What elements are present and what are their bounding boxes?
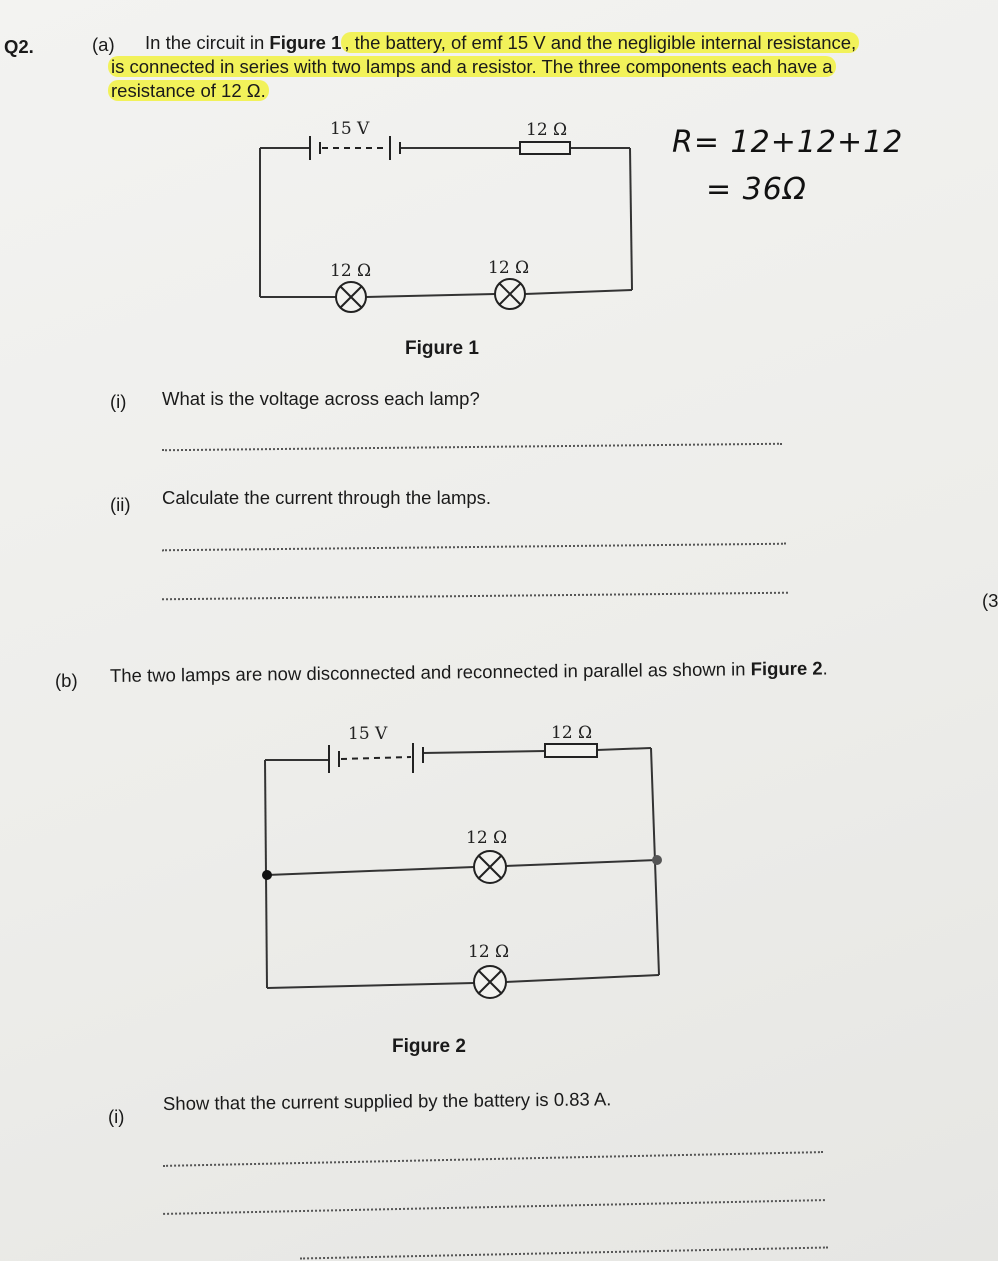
answer-line[interactable]	[162, 543, 786, 552]
wire	[506, 860, 657, 866]
lamp-icon	[495, 279, 525, 309]
answer-line[interactable]	[163, 1151, 823, 1167]
part-a-line3: resistance of 12 Ω.	[108, 80, 269, 102]
figure2-lamp2-label: 12 Ω	[468, 942, 510, 962]
figure1-caption: Figure 1	[405, 338, 479, 359]
lamp-icon	[474, 966, 506, 998]
question-a-i-label: (i)	[110, 391, 127, 412]
wire	[267, 983, 474, 988]
answer-line[interactable]	[300, 1246, 828, 1259]
part-a-line1-pre: In the circuit in	[145, 32, 270, 53]
part-b-text: The two lamps are now disconnected and reconnected in parallel as shown in Figure 2.	[109, 657, 828, 686]
battery-icon	[329, 743, 423, 773]
question-number: Q2.	[4, 36, 34, 57]
battery-icon	[310, 136, 400, 160]
junction-dot	[652, 855, 662, 865]
figure1-resistor-label: 12 Ω	[526, 120, 568, 140]
answer-line[interactable]	[163, 1199, 825, 1215]
resistor-icon	[545, 744, 597, 757]
marks-indicator: (3	[982, 590, 998, 611]
figure1-lamp2-label: 12 Ω	[488, 258, 530, 278]
handwritten-line2: = 36Ω	[706, 172, 807, 207]
figure1-reference: Figure 1	[269, 32, 342, 53]
part-b-label: (b)	[55, 670, 78, 691]
question-a-i-text: What is the voltage across each lamp?	[162, 388, 480, 409]
answer-line[interactable]	[162, 443, 782, 451]
figure2-reference: Figure 2	[750, 657, 823, 680]
wire	[525, 290, 632, 294]
handwritten-line1: R= 12+12+12	[672, 125, 904, 160]
figure2-circuit	[255, 715, 675, 1005]
wire	[506, 975, 659, 982]
wire	[630, 148, 632, 290]
resistor-icon	[520, 142, 570, 154]
part-a-line1-post: , the battery, of emf 15 V and the negligible internal resistance,	[341, 32, 859, 53]
figure2-resistor-label: 12 Ω	[551, 723, 593, 743]
wire	[423, 751, 545, 753]
wire	[597, 748, 651, 750]
wire	[267, 867, 474, 875]
figure2-battery-label: 15 V	[348, 724, 388, 744]
part-a-label: (a)	[92, 34, 115, 55]
wire	[366, 294, 495, 297]
lamp-icon	[474, 851, 506, 883]
answer-line[interactable]	[162, 592, 788, 601]
figure1-lamp1-label: 12 Ω	[330, 261, 372, 281]
question-b-i-text: Show that the current supplied by the battery is 0.83 A.	[162, 1088, 612, 1114]
figure1-circuit	[250, 110, 650, 315]
figure1-battery-label: 15 V	[330, 119, 370, 139]
lamp-icon	[336, 282, 366, 312]
figure2-lamp1-label: 12 Ω	[466, 828, 508, 848]
question-b-i-label: (i)	[108, 1106, 125, 1127]
part-a-line2: is connected in series with two lamps and a resistor. The three components each have a	[108, 56, 836, 78]
question-a-ii-label: (ii)	[110, 494, 131, 515]
figure2-caption: Figure 2	[392, 1036, 466, 1057]
junction-dot	[262, 870, 272, 880]
question-a-ii-text: Calculate the current through the lamps.	[162, 487, 492, 508]
part-a-line1	[145, 32, 859, 54]
